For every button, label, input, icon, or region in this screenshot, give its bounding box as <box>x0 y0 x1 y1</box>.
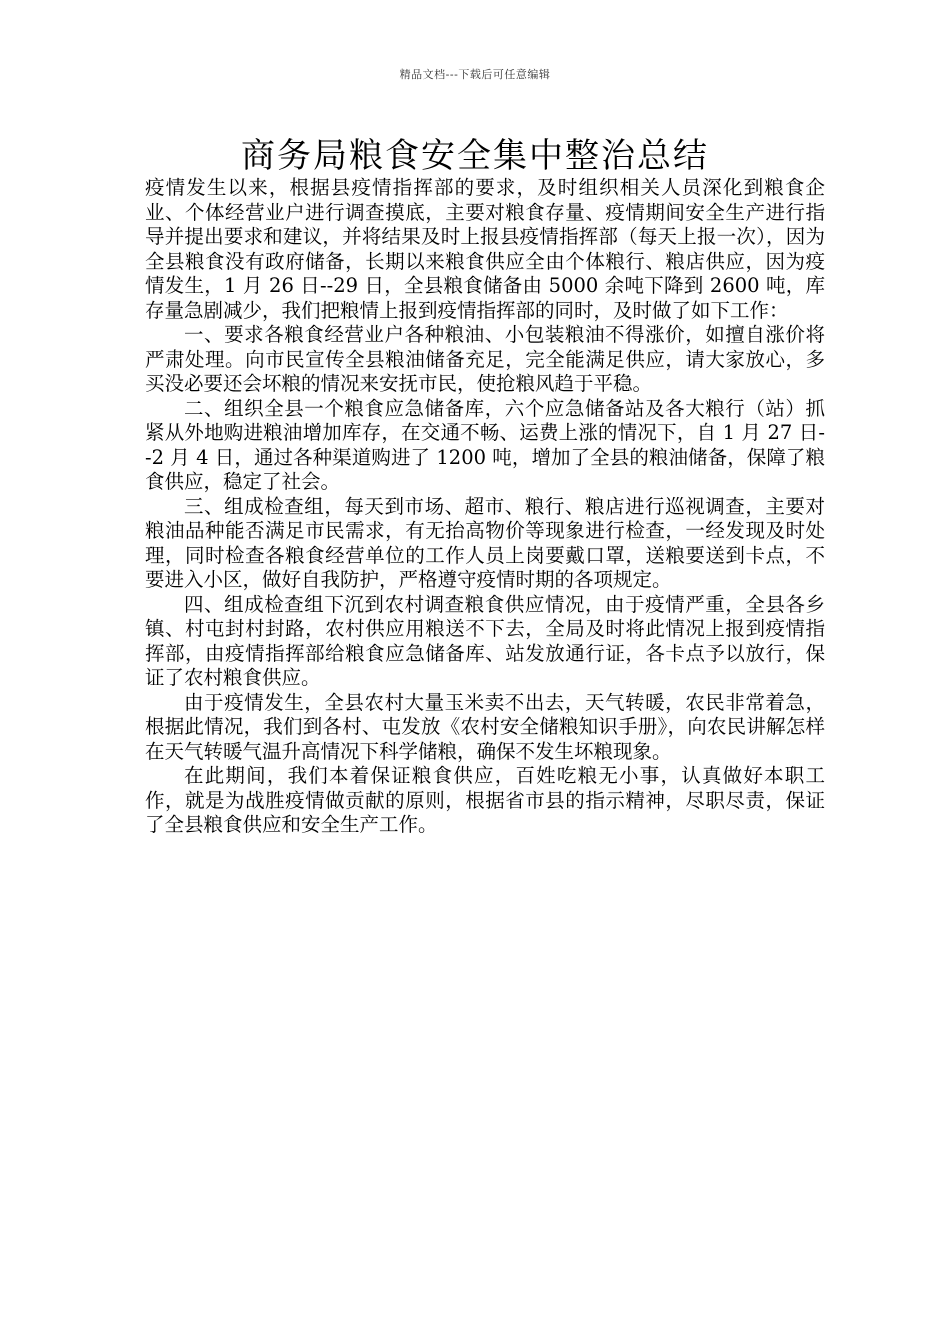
section-one-paragraph: 一、要求各粮食经营业户各种粮油、小包装粮油不得涨价，如擅自涨价将严肃处理。向市民宣传全县粮油储备充足，完全能满足供应，请大家放心，多买没必要还会坏粮的情况来安抚市民，使抢粮风趋于平稳。 <box>145 323 825 395</box>
section-two-paragraph: 二、组织全县一个粮食应急储备库，六个应急储备站及各大粮行（站）抓紧从外地购进粮油增加库存，在交通不畅、运费上涨的情况下，自 1 月 27 日--2 月 4 日，通过各种渠道购进了 1200 吨，增加了全县的粮油储备，保障了粮食供应，稳定了社会。 <box>145 396 825 493</box>
section-four-paragraph: 四、组成检查组下沉到农村调查粮食供应情况，由于疫情严重，全县各乡镇、村屯封村封路，农村供应用粮送不下去，全局及时将此情况上报到疫情指挥部，由疫情指挥部给粮食应急储备库、站发放通行证，各卡点予以放行，保证了农村粮食供应。 <box>145 592 825 689</box>
page-header: 精品文档---下载后可任意编辑 <box>399 68 551 81</box>
document-title: 商务局粮食安全集中整治总结 <box>241 136 709 176</box>
section-three-paragraph: 三、组成检查组，每天到市场、超市、粮行、粮店进行巡视调查，主要对粮油品种能否满足市民需求，有无抬高物价等现象进行检查，一经发现及时处理，同时检查各粮食经营单位的工作人员上岗要戴口罩，送粮要送到卡点，不要进入小区，做好自我防护，严格遵守疫情时期的各项规定。 <box>145 494 825 591</box>
rural-storage-paragraph: 由于疫情发生，全县农村大量玉米卖不出去，天气转暖，农民非常着急，根据此情况，我们到各村、屯发放《农村安全储粮知识手册》，向农民讲解怎样在天气转暖气温升高情况下科学储粮，确保不发生坏粮现象。 <box>145 690 825 763</box>
intro-paragraph: 疫情发生以来，根据县疫情指挥部的要求，及时组织相关人员深化到粮食企业、个体经营业户进行调查摸底，主要对粮食存量、疫情期间安全生产进行指导并提出要求和建议，并将结果及时上报县疫情指挥部（每天上报一次），因为全县粮食没有政府储备，长期以来粮食供应全由个体粮行、粮店供应，因为疫情发生，1 月 26 日--29 日，全县粮食储备由 5000 余吨下降到 2600 吨，库存量急剧减少，我们把粮情上报到疫情指挥部的同时，及时做了如下工作： <box>145 176 825 322</box>
document-body <box>145 176 825 838</box>
conclusion-paragraph: 在此期间，我们本着保证粮食供应，百姓吃粮无小事，认真做好本职工作，就是为战胜疫情做贡献的原则，根据省市县的指示精神，尽职尽责，保证了全县粮食供应和安全生产工作。 <box>145 764 825 836</box>
